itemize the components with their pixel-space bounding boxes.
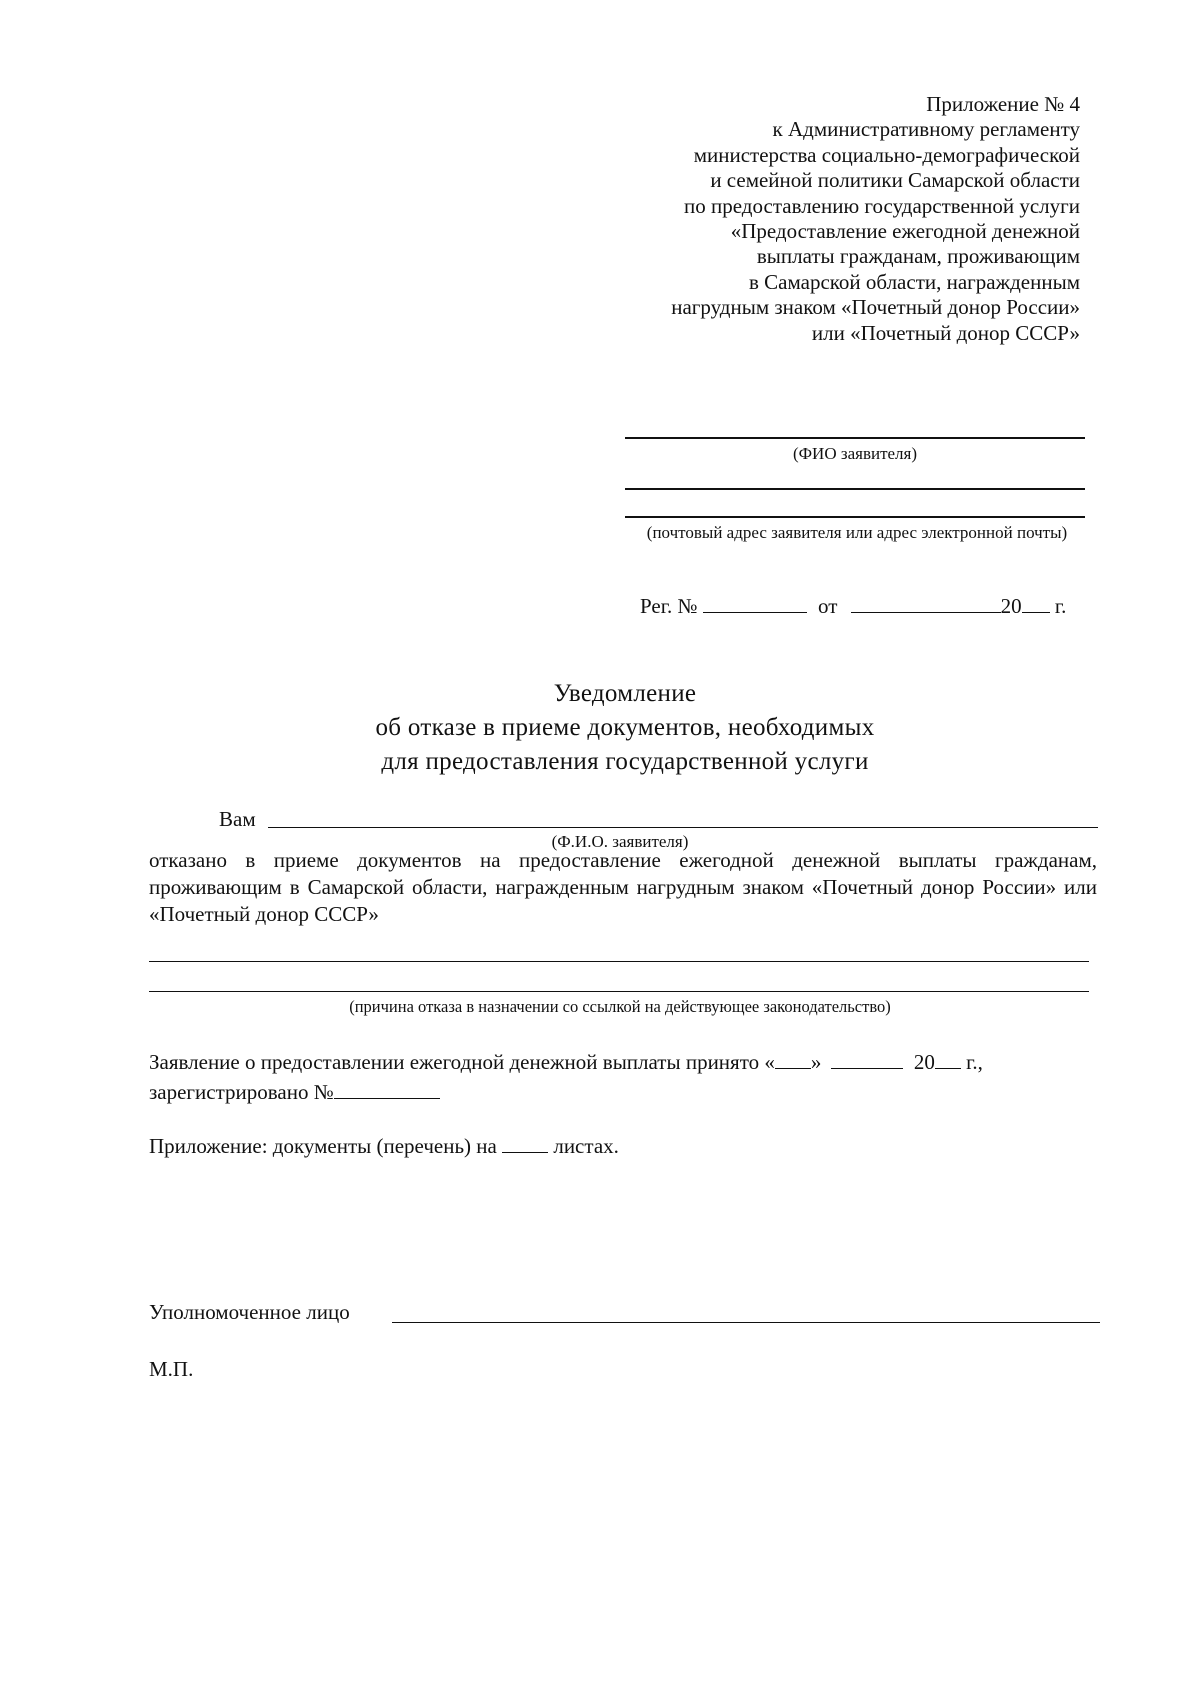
attachment-line [149,1134,619,1159]
reg-date-label: от [818,594,838,618]
header-line: выплаты гражданам, проживающим [756,244,1080,269]
reason-line-2 [149,991,1089,992]
attachment-suffix: листах. [553,1134,619,1158]
registered-number-blank [334,1080,440,1099]
reason-caption: (причина отказа в назначении со ссылкой на действующее законодательство) [349,997,891,1016]
reason-line-1 [149,961,1089,962]
statement-quote-close: » [810,1050,822,1074]
header-line: нагрудным знаком «Почетный донор России» [671,295,1080,320]
header-line: по предоставлению государственной услуги [684,193,1080,218]
stamp-label: М.П. [149,1357,194,1381]
registration-row [640,594,1066,619]
statement-text: Заявление о предоставлении ежегодной денежной выплаты принято « [149,1050,775,1074]
authorized-signature-line [392,1322,1100,1323]
statement-year-suffix: г., [966,1050,983,1074]
attachment-pages-blank [502,1134,548,1153]
authorized-person-label: Уполномоченное лицо [149,1300,350,1324]
appendix-header [560,92,1080,346]
registered-line [149,1080,440,1105]
reg-number-label: Рег. № [640,594,698,618]
title-line-2: об отказе в приеме документов, необходимых [375,714,875,741]
applicant-address-caption: (почтовый адрес заявителя или адрес электронной почты) [646,523,1068,542]
statement-year-blank [935,1050,961,1069]
vam-fio-caption: (Ф.И.О. заявителя) [551,832,689,851]
header-line: и семейной политики Самарской области [710,168,1080,193]
vam-fio-line [268,827,1098,828]
statement-day-blank [775,1050,811,1069]
statement-month-blank [831,1050,903,1069]
applicant-address-line-1 [625,488,1085,490]
title-line-1: Уведомление [553,680,697,707]
reg-year-blank [1022,594,1050,613]
refusal-paragraph: отказано в приеме документов на предоставление ежегодной денежной выплаты гражданам, проживающим в Самарской области, награжденным нагрудным знаком «Почетный донор России» или «Почетный донор СССР» [149,848,1097,926]
header-line: или «Почетный донор СССР» [811,320,1080,345]
header-line: министерства социально-демографической [693,142,1080,167]
applicant-fio-line [625,437,1085,439]
header-line: в Самарской области, награжденным [749,269,1080,294]
registered-label: зарегистрировано № [149,1080,334,1104]
header-line: «Предоставление ежегодной денежной [730,219,1080,244]
applicant-address-line-2 [625,516,1085,518]
statement-year: 20 [913,1050,935,1074]
document-title [200,677,1050,779]
attachment-prefix: Приложение: документы (перечень) на [149,1134,497,1158]
reg-number-blank [703,594,807,613]
statement-line [149,1050,983,1075]
title-line-3: для предоставления государственной услуги [381,748,869,775]
header-line: к Административному регламенту [772,117,1080,142]
reg-date-blank [851,594,1001,613]
header-line: Приложение № 4 [926,92,1080,116]
reg-year-prefix: 20 [1000,594,1022,618]
reg-year-suffix: г. [1054,594,1067,618]
applicant-fio-caption: (ФИО заявителя) [792,444,918,463]
vam-label: Вам [219,807,256,831]
